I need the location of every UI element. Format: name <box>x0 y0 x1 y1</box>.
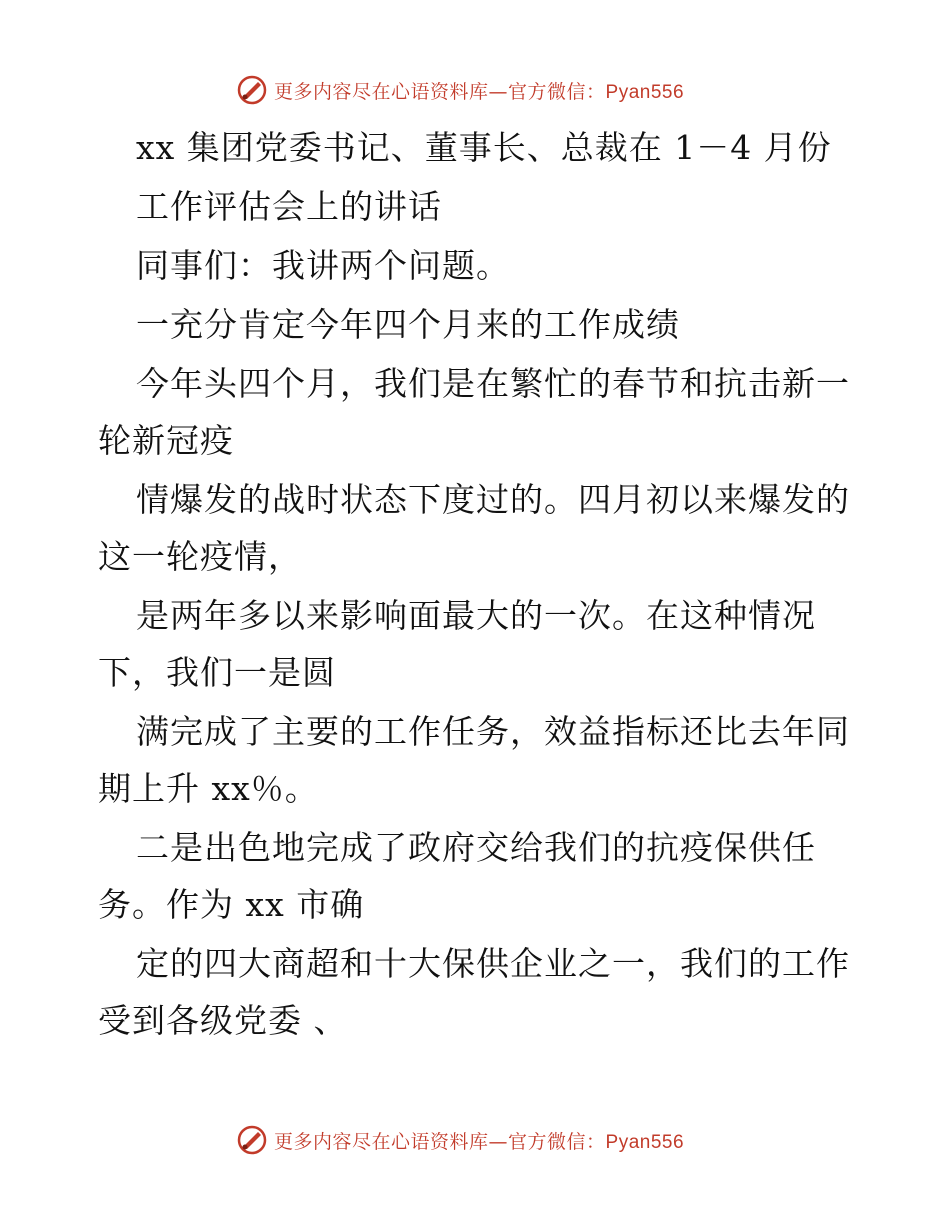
watermark-dash: — <box>488 80 509 103</box>
watermark-dash: — <box>488 1130 509 1153</box>
watermark-label: 官方微信： <box>508 1130 606 1153</box>
paragraph-line: 情爆发的战时状态下度过的。四月初以来爆发的 <box>136 480 850 519</box>
paragraph-line: 定的四大商超和十大保供企业之一，我们的工作 <box>136 944 850 983</box>
paragraph-line: 受到各级党委 、 <box>98 1001 348 1040</box>
paragraph-line: 满完成了主要的工作任务，效益指标还比去年同 <box>136 712 850 751</box>
watermark-label: 官方微信： <box>508 80 606 103</box>
brush-logo-icon <box>236 1124 268 1156</box>
watermark-brand: 更多内容尽在心语资料库 <box>274 1130 489 1153</box>
header-watermark <box>236 72 684 108</box>
paragraph-line: 这一轮疫情， <box>98 537 302 576</box>
greeting: 同事们：我讲两个问题。 <box>136 246 510 285</box>
paragraph-line: 二是出色地完成了政府交给我们的抗疫保供任 <box>136 828 816 867</box>
watermark-id: Pyan556 <box>605 1131 685 1153</box>
watermark-brand: 更多内容尽在心语资料库 <box>274 80 489 103</box>
paragraph-line: 是两年多以来影响面最大的一次。在这种情况 <box>136 596 816 635</box>
paragraph-line: 务。作为 xx 市确 <box>98 885 365 924</box>
section-heading: 一充分肯定今年四个月来的工作成绩 <box>136 305 680 344</box>
paragraph-line: 下，我们一是圆 <box>98 653 336 692</box>
paragraph-line: 轮新冠疫 <box>98 421 234 460</box>
watermark-id: Pyan556 <box>605 81 685 103</box>
paragraph-line: 期上升 xx％。 <box>98 769 319 808</box>
paragraph-line: 今年头四个月，我们是在繁忙的春节和抗击新一 <box>136 364 850 403</box>
brush-logo-icon <box>236 74 268 106</box>
title-line-1: xx 集团党委书记、董事长、总裁在 1－4 月份 <box>136 128 832 167</box>
title-line-2: 工作评估会上的讲话 <box>136 187 442 226</box>
footer-watermark <box>236 1122 684 1158</box>
